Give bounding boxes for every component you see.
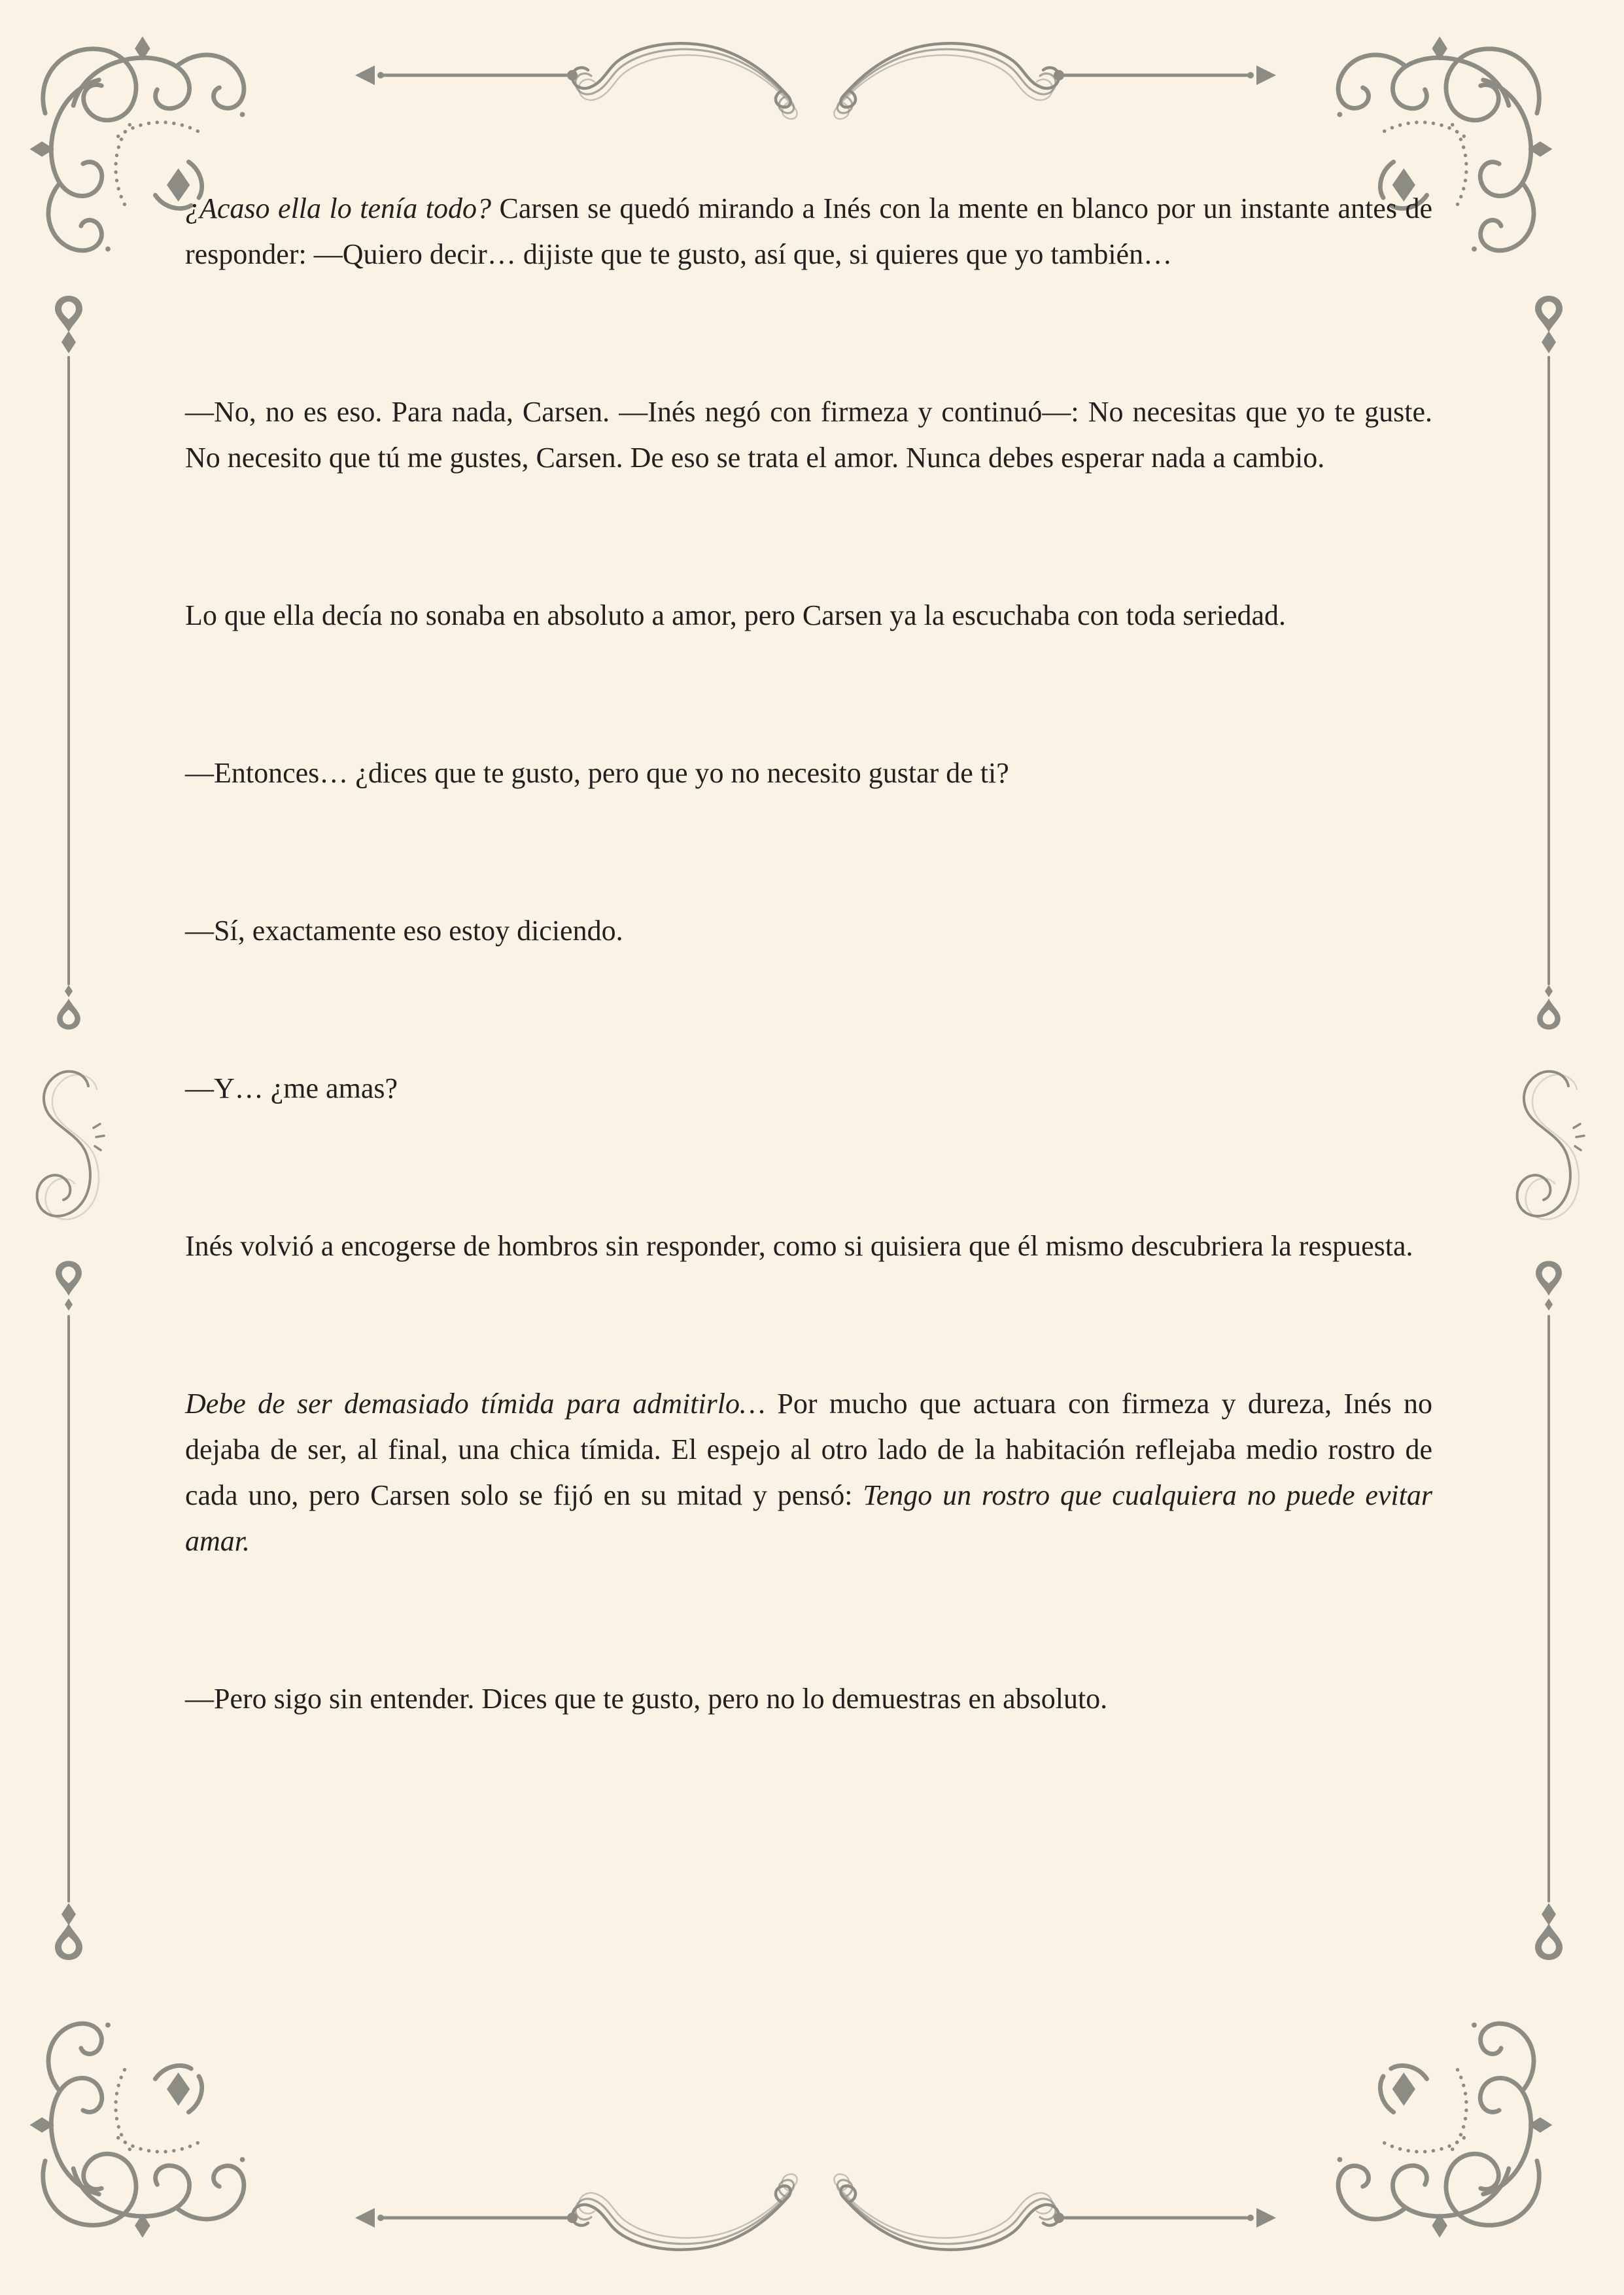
arrow-rule-divider-bottom-icon — [351, 2165, 1280, 2257]
paragraph — [185, 186, 1432, 277]
paragraph — [185, 1381, 1432, 1564]
paragraph-segment: —Entonces… ¿dices que te gusto, pero que yo no necesito gustar de ti? — [185, 757, 1009, 789]
paragraph-segment: Inés volvió a encogerse de hombros sin responder, como si quisiera que él mismo descubriera la respuesta. — [185, 1230, 1413, 1262]
arrow-rule-divider-top-icon — [351, 36, 1280, 128]
paragraph-segment: —No, no es eso. Para nada, Carsen. —Inés negó con firmeza y continuó—: No necesitas que yo te guste. No necesito que tú me gustes, Carsen. De eso se trata el amor. Nunca debes esperar nada a cambio. — [185, 396, 1432, 474]
paragraph — [185, 1223, 1432, 1269]
filigree-side-rule-left-icon — [16, 296, 121, 1971]
paragraph — [185, 1066, 1432, 1112]
paragraph-segment: Por mucho que actuara con firmeza y dureza, Inés no dejaba de ser, al final, una chica tímida. El espejo al otro lado de la habitación reflejaba medio rostro de cada uno, pero Carsen solo se fijó en su mitad y pensó: — [185, 1388, 1432, 1511]
paragraph — [185, 750, 1432, 796]
corner-flourish-bottom-right-icon — [1322, 2007, 1565, 2251]
corner-flourish-bottom-left-icon — [17, 2007, 260, 2251]
paragraph — [185, 389, 1432, 481]
paragraph-segment-italic: ¿Acaso ella lo tenía todo? — [185, 192, 500, 224]
paragraph-segment: Lo que ella decía no sonaba en absoluto a amor, pero Carsen ya la escuchaba con toda seriedad. — [185, 599, 1286, 631]
paragraph-segment: —Pero sigo sin entender. Dices que te gusto, pero no lo demuestras en absoluto. — [185, 1683, 1108, 1715]
paragraph-segment-italic: Tengo un rostro que cualquiera no puede evitar amar. — [185, 1479, 1433, 1557]
paragraph-segment-italic: Debe de ser demasiado tímida para admitirlo… — [185, 1388, 778, 1420]
paragraph-segment: —Y… ¿me amas? — [185, 1072, 398, 1104]
paragraph — [185, 1676, 1432, 1722]
paragraph-segment: Carsen se quedó mirando a Inés con la mente en blanco por un instante antes de responder: —Quiero decir… dijiste que te gusto, así que, si quieres que yo también… — [185, 192, 1432, 270]
text-block — [185, 186, 1432, 1722]
paragraph-segment: —Sí, exactamente eso estoy diciendo. — [185, 915, 623, 947]
filigree-side-rule-right-icon — [1496, 296, 1601, 1971]
paragraph — [185, 593, 1432, 639]
paragraph — [185, 908, 1432, 954]
